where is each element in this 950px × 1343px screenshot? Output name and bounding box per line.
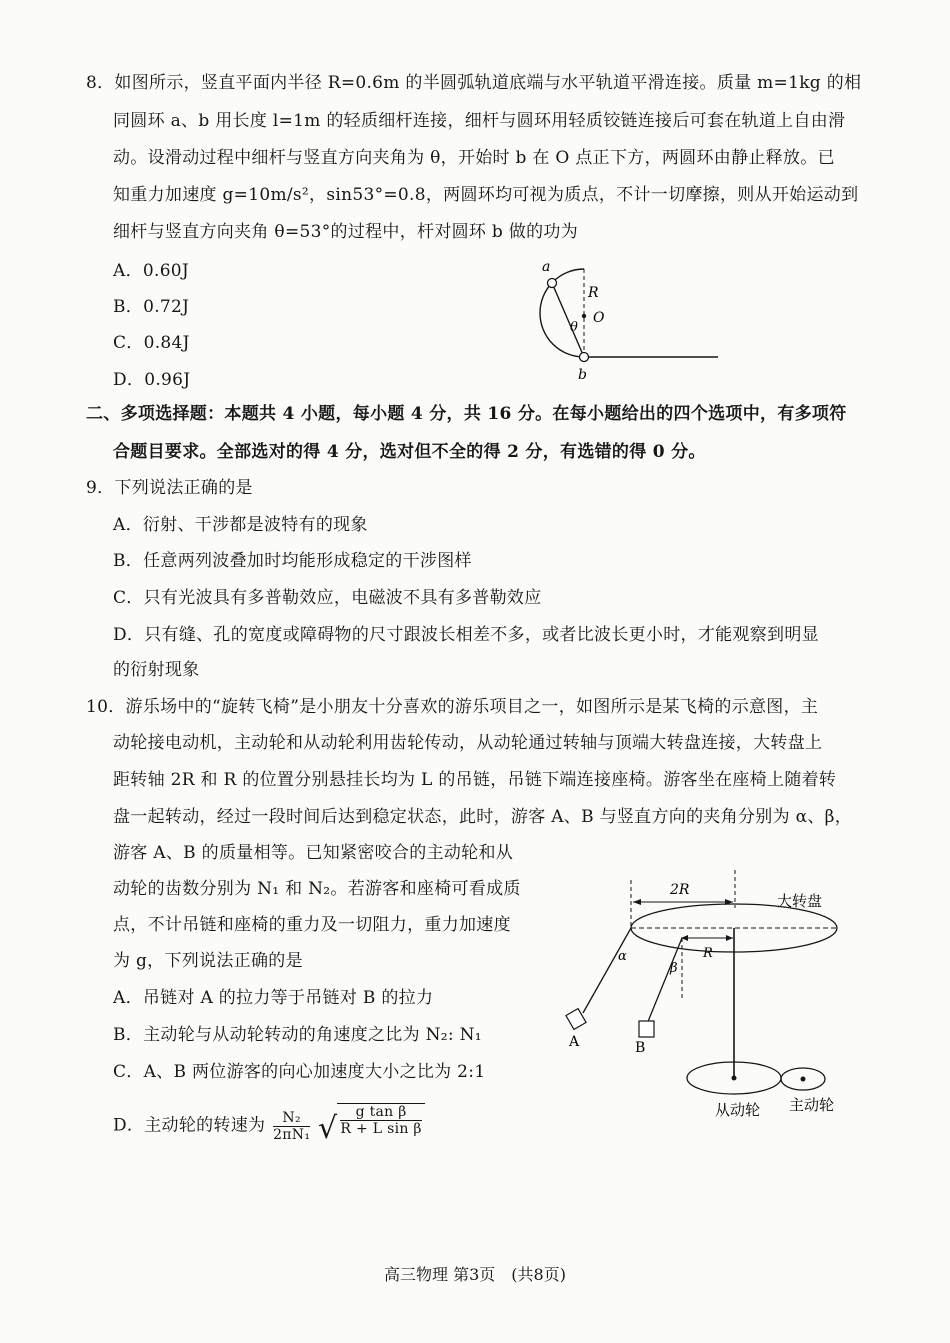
page-footer: 高三物理 第3页 (共8页) bbox=[384, 1265, 566, 1284]
label-b: b bbox=[578, 367, 587, 383]
label-r: R bbox=[703, 946, 713, 961]
q10-option-c: C．A、B 两位游客的向心加速度大小之比为 2:1 bbox=[113, 1062, 486, 1082]
q8-line-4: 知重力加速度 g=10m/s²，sin53°=0.8，两圆环均可视为质点，不计一切摩擦，则从开始运动到 bbox=[113, 185, 859, 205]
fraction-denominator: 2πN₁ bbox=[273, 1126, 311, 1143]
q9-option-d: D．只有缝、孔的宽度或障碍物的尺寸跟波长相差不多，或者比波长更小时，才能观察到明显 bbox=[113, 625, 819, 645]
q10-line-1: 10．游乐场中的“旋转飞椅”是小朋友十分喜欢的游乐项目之一，如图所示是某飞椅的示意图，主 bbox=[86, 697, 819, 717]
q8-option-b: B．0.72J bbox=[113, 297, 190, 317]
q10-option-b: B．主动轮与从动轮转动的角速度之比为 N₂: N₁ bbox=[113, 1025, 482, 1045]
label-driver: 主动轮 bbox=[789, 1096, 835, 1114]
q8-option-c: C．0.84J bbox=[113, 333, 190, 353]
q9-option-b: B．任意两列波叠加时均能形成稳定的干涉图样 bbox=[113, 551, 472, 571]
q10-line-4: 盘一起转动，经过一段时间后达到稳定状态，此时，游客 A、B 与竖直方向的夹角分别为 α、β， bbox=[113, 807, 853, 827]
q10-line-8: 为 g，下列说法正确的是 bbox=[113, 951, 303, 971]
speed-fraction bbox=[273, 1110, 310, 1143]
label-alpha: α bbox=[618, 949, 627, 964]
section-2-instructions: 合题目要求。全部选对的得 4 分，选对但不全的得 2 分，有选错的得 0 分。 bbox=[113, 442, 706, 462]
seat-b bbox=[639, 1021, 654, 1037]
ring-a bbox=[548, 279, 557, 288]
q8-option-a: A．0.60J bbox=[113, 261, 190, 281]
label-b: B bbox=[635, 1040, 646, 1056]
label-beta: β bbox=[670, 961, 678, 976]
q10-line-7: 点，不计吊链和座椅的重力及一切阻力，重力加速度 bbox=[113, 915, 511, 935]
fraction-numerator: N₂ bbox=[273, 1110, 310, 1127]
label-r: R bbox=[588, 285, 599, 301]
label-theta: θ bbox=[570, 320, 578, 335]
q8-figure bbox=[520, 255, 730, 390]
label-driven: 从动轮 bbox=[715, 1101, 761, 1119]
chain-b bbox=[647, 938, 682, 1024]
label-2r: 2R bbox=[670, 882, 690, 898]
q10-option-a: A．吊链对 A 的拉力等于吊链对 B 的拉力 bbox=[113, 988, 434, 1008]
q8-line-2: 同圆环 a、b 用长度 l=1m 的轻质细杆连接，细杆与圆环用轻质铰链连接后可套在轨道上自由滑 bbox=[113, 111, 846, 131]
q10-line-2: 动轮接电动机，主动轮和从动轮利用齿轮传动，从动轮通过转轴与顶端大转盘连接，大转盘上 bbox=[113, 733, 823, 753]
q10-line-5: 游客 A、B 的质量相等。已知紧密咬合的主动轮和从 bbox=[113, 843, 514, 863]
label-a: A bbox=[569, 1034, 580, 1050]
q9-stem: 9．下列说法正确的是 bbox=[86, 478, 253, 498]
q8-option-d: D．0.96J bbox=[113, 370, 191, 390]
q9-option-c: C．只有光波具有多普勒效应，电磁波不具有多普勒效应 bbox=[113, 588, 542, 608]
q10-option-d bbox=[113, 1103, 425, 1149]
label-a: a bbox=[542, 259, 551, 275]
center-o bbox=[582, 314, 586, 318]
chain-a bbox=[583, 928, 631, 1013]
q10-option-d-prefix: D．主动轮的转速为 bbox=[113, 1115, 266, 1136]
q9-option-a: A．衍射、干涉都是波特有的现象 bbox=[113, 515, 368, 535]
q10-figure bbox=[555, 868, 855, 1128]
speed-sqrt: √ $\frac{\text{g tan β}}{\text{R + L sin β}}$ bbox=[318, 1103, 425, 1149]
sqrt-denominator: R + L sin β bbox=[340, 1121, 422, 1137]
sqrt-numerator: g tan β bbox=[340, 1104, 421, 1121]
q9-option-d-cont: 的衍射现象 bbox=[113, 660, 200, 680]
q8-line-5: 细杆与竖直方向夹角 θ=53°的过程中，杆对圆环 b 做的功为 bbox=[113, 222, 579, 242]
label-big-disc: 大转盘 bbox=[777, 892, 823, 910]
section-2-heading: 二、多项选择题：本题共 4 小题，每小题 4 分，共 16 分。在每小题给出的四个选项中，有多项符 bbox=[86, 404, 847, 424]
q8-line-3: 动。设滑动过程中细杆与竖直方向夹角为 θ，开始时 b 在 O 点正下方，两圆环由静止释放。已 bbox=[113, 148, 835, 168]
ring-b bbox=[580, 353, 589, 362]
q10-line-3: 距转轴 2R 和 R 的位置分别悬挂长均为 L 的吊链，吊链下端连接座椅。游客坐在座椅上随着转 bbox=[113, 770, 837, 790]
label-o: O bbox=[593, 310, 605, 326]
q8-line-1: 8．如图所示，竖直平面内半径 R=0.6m 的半圆弧轨道底端与水平轨道平滑连接。质量 m=1kg 的相 bbox=[86, 73, 862, 93]
q10-line-6: 动轮的齿数分别为 N₁ 和 N₂。若游客和座椅可看成质 bbox=[113, 879, 521, 899]
